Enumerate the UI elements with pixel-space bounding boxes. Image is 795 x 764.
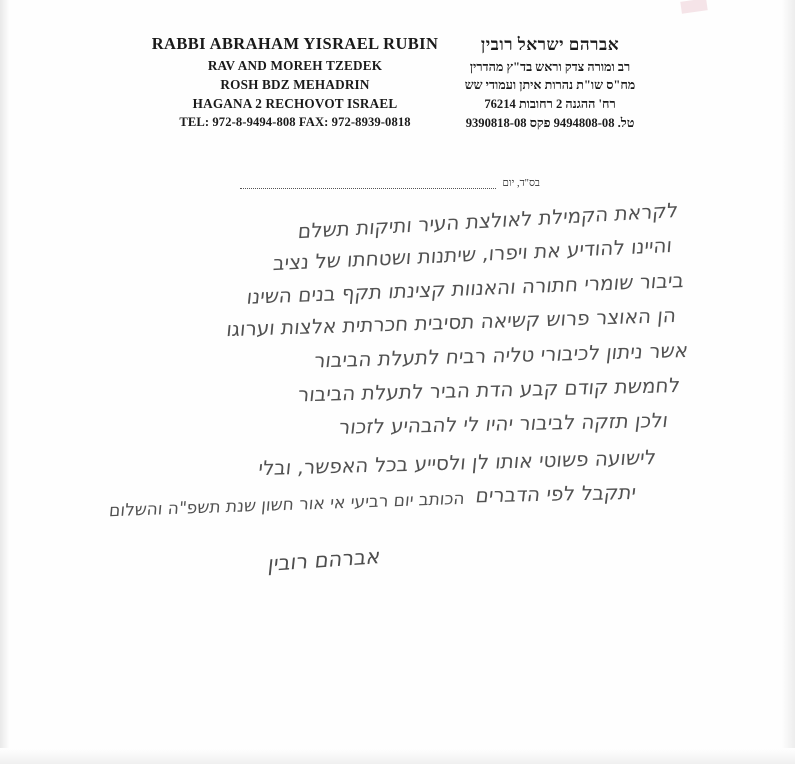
letterhead-hebrew-block — [415, 32, 685, 133]
handwritten-line: ביבור שומרי חתורה והאנוות קצינתו תקף בנים השינו — [245, 267, 686, 309]
handwritten-line: ולכן תזקה לביבור יהיו לי להבהיע לזכור — [337, 407, 670, 439]
handwritten-line: אשר ניתון לכיבורי טליה רביח לתעלת הביבור — [312, 337, 690, 373]
letterhead-english-block — [150, 32, 440, 132]
handwritten-line: יתקבל לפי הדברים — [474, 479, 638, 508]
dateline-label: בס"ד, יום — [502, 178, 540, 189]
handwritten-line: לקראת הקמילת לאולצת העיר ותיקות תשלם — [296, 197, 680, 244]
handwritten-line: הן האוצר פרוש קשיאה תסיבית חכרתית אלצות וערוגו — [225, 302, 678, 342]
letterhead-english-name: RABBI ABRAHAM YISRAEL RUBIN — [151, 34, 439, 53]
scan-edge-bottom — [0, 748, 795, 764]
handwritten-line: לחמשת קודם קבע הדת הביר לתעלת הביבור — [296, 372, 682, 407]
scan-artifact-mark — [680, 0, 707, 14]
handwritten-body — [110, 197, 690, 517]
letterhead-english-line2: ROSH BDZ MEHADRIN — [220, 77, 370, 93]
handwritten-line: והיינו להודיע את ויפרו, שיתנות ושטחתו של נציב — [272, 232, 673, 276]
letterhead-hebrew-role: רב ומורה צדק וראש בד"ץ מהדרין — [469, 59, 631, 74]
dateline — [240, 178, 540, 189]
letterhead-hebrew-name: אברהם ישראל רובין — [480, 35, 620, 54]
letterhead-english-address: HAGANA 2 RECHOVOT ISRAEL — [192, 96, 398, 112]
letterhead-hebrew-line2: מח"ס שו"ת נהרות איתן ועמודי שש — [464, 78, 636, 93]
letterhead — [0, 32, 795, 131]
letterhead-english-role: RAV AND MOREH TZEDEK — [207, 57, 383, 73]
closing-line: הכותב יום רביעי אי אור חשון שנת תשפ"ה והשלום — [108, 488, 466, 522]
dateline-dotted-rule — [240, 178, 496, 189]
letterhead-hebrew-phone: טל. 9494808-08 פקס 9390818-08 — [465, 116, 635, 131]
signature: אברהם רובין — [266, 543, 382, 577]
handwritten-line: לישועה פשוטי אותו לן ולסייע בכל האפשר, ובלי — [257, 444, 658, 481]
letterhead-hebrew-address: רח' ההגנה 2 רחובות 76214 — [484, 97, 616, 112]
letterhead-english-phone: TEL: 972-8-9494-808 FAX: 972-8939-0818 — [179, 115, 411, 130]
